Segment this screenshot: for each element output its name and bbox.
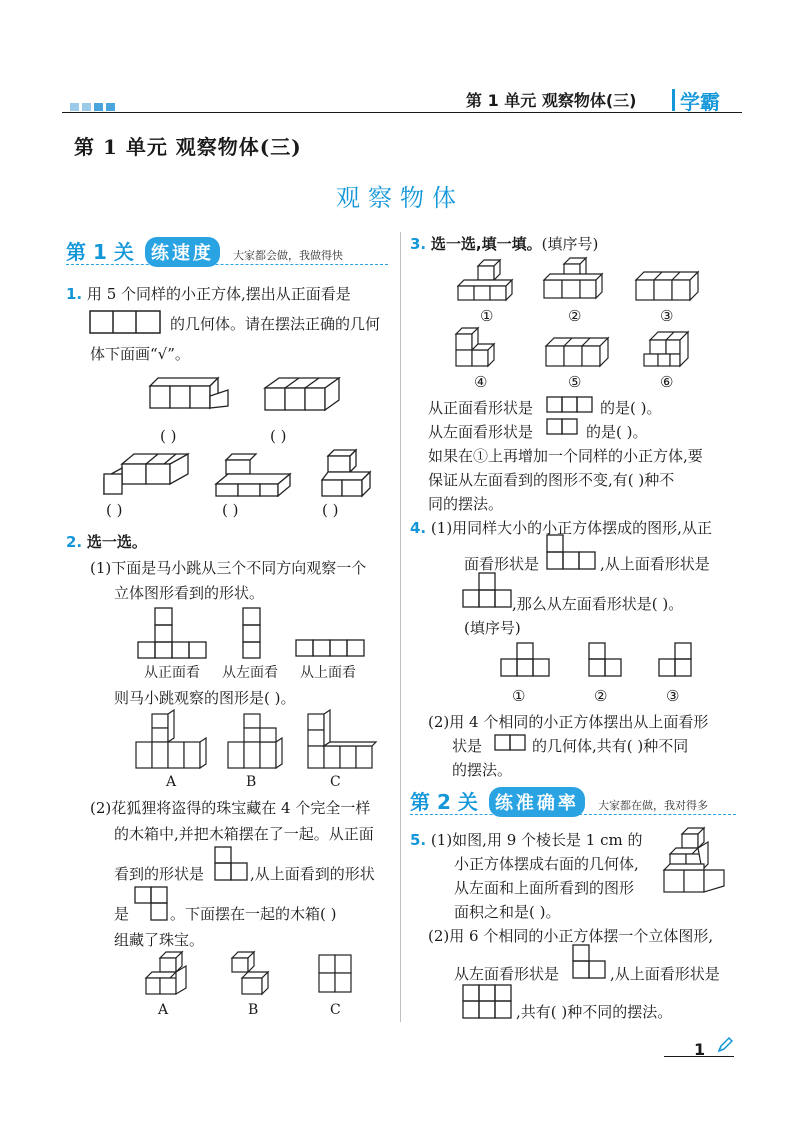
unit-title: 第 1 单元 观察物体(三) bbox=[74, 135, 302, 159]
q4-num-3: ③ bbox=[666, 687, 680, 705]
q1-option-figure-4 bbox=[216, 454, 306, 496]
q2-front-view bbox=[138, 608, 210, 658]
q3-line4: 保证从左面看到的图形不变,有( )种不 bbox=[428, 471, 675, 489]
q4-option-1 bbox=[500, 642, 552, 678]
q4-top-shape bbox=[462, 572, 514, 610]
q3-title: 3. 选一选,填一填。(填序号) bbox=[410, 235, 599, 253]
q5-line6a: 从左面看形状是 bbox=[454, 965, 560, 983]
q1-front-view-figure bbox=[90, 310, 162, 334]
q2-option-B-figure bbox=[224, 714, 294, 770]
q2-title: 2. 选一选。 bbox=[66, 533, 147, 551]
q5-line7: ,共有( )种不同的摆法。 bbox=[516, 1003, 673, 1021]
section-name: 练准确率 bbox=[489, 787, 585, 817]
section-2-header bbox=[410, 786, 708, 817]
q4-line2a: 面看形状是 bbox=[464, 555, 540, 573]
q4-line2b: ,从上面看形状是 bbox=[600, 555, 710, 573]
q2-p2-line1: (2)花狐狸将盗得的珠宝藏在 4 个完全一样 bbox=[90, 799, 371, 817]
q2-left-view bbox=[242, 608, 262, 658]
q3-line2a: 从左面看形状是 bbox=[428, 423, 534, 441]
q1-option-figure-2 bbox=[265, 378, 345, 414]
q3-line3: 如果在①上再增加一个同样的小正方体,要 bbox=[428, 447, 703, 465]
q2-p2-front-figure bbox=[214, 846, 248, 882]
q5-line1: 5. (1)如图,用 9 个棱长是 1 cm 的 bbox=[410, 831, 643, 849]
section-2-rule bbox=[410, 814, 736, 815]
q2-p2-option-B-figure bbox=[232, 952, 278, 996]
q4-num-2: ② bbox=[594, 687, 608, 705]
q2-view-label-top: 从上面看 bbox=[300, 665, 356, 681]
q2-option-C-figure bbox=[304, 710, 378, 770]
q4-line5a: 状是 bbox=[452, 737, 483, 755]
pencil-icon bbox=[716, 1036, 734, 1054]
q2-p2-option-C-figure bbox=[318, 954, 354, 994]
q5-left-shape bbox=[572, 944, 608, 980]
q5-top-shape bbox=[462, 984, 514, 1020]
q3-num-3: ③ bbox=[660, 307, 674, 325]
q4-num-1: ① bbox=[512, 687, 526, 705]
running-title: 第 1 单元 观察物体(三) bbox=[466, 91, 637, 110]
q3-front-shape bbox=[546, 396, 594, 414]
q4-line6: 的摆法。 bbox=[452, 761, 513, 779]
section-1-rule bbox=[66, 264, 388, 265]
q4-front-shape bbox=[546, 534, 598, 572]
q2-p1-line2: 立体图形看到的形状。 bbox=[114, 584, 265, 602]
brand-bar bbox=[672, 89, 675, 111]
q3-line1a: 从正面看形状是 bbox=[428, 399, 534, 417]
q1-answer-5[interactable]: ( ) bbox=[322, 501, 339, 519]
q5-line3: 从左面和上面所看到的图形 bbox=[454, 879, 635, 897]
brand-logo: 学霸 bbox=[680, 90, 720, 114]
q2-view-label-left: 从左面看 bbox=[222, 665, 278, 681]
q5-line5: (2)用 6 个相同的小正方体摆一个立体图形, bbox=[428, 927, 714, 945]
q1-option-figure-1 bbox=[150, 378, 230, 414]
q3-num-4: ④ bbox=[474, 373, 488, 391]
q1-answer-4[interactable]: ( ) bbox=[222, 501, 239, 519]
q3-figure-6 bbox=[644, 332, 694, 368]
q3-num-1: ① bbox=[480, 307, 494, 325]
section-gate: 第 2 关 bbox=[410, 790, 478, 814]
q2-p2-line4a: 是 bbox=[114, 905, 130, 923]
q2-option-A-label[interactable]: A bbox=[166, 774, 177, 790]
page-number: 1 bbox=[694, 1040, 706, 1059]
q4-line5b: 的几何体,共有( )种不同 bbox=[532, 737, 689, 755]
q3-figure-1 bbox=[458, 260, 520, 302]
q3-line1b: 的是( )。 bbox=[600, 399, 662, 417]
q3-left-shape bbox=[546, 418, 580, 436]
q3-figure-5 bbox=[546, 338, 610, 368]
q2-p2-line5: 组藏了珠宝。 bbox=[114, 931, 205, 949]
q5-line6b: ,从上面看形状是 bbox=[610, 965, 720, 983]
section-gate: 第 1 关 bbox=[66, 240, 134, 264]
q2-view-label-front: 从正面看 bbox=[144, 665, 200, 681]
q2-top-view bbox=[296, 640, 368, 658]
q3-num-6: ⑥ bbox=[660, 373, 674, 391]
header-rule bbox=[62, 112, 742, 113]
q1-line2: 的几何体。请在摆法正确的几何 bbox=[170, 315, 381, 333]
q1-option-figure-5 bbox=[322, 450, 382, 496]
q5-line4: 面积之和是( )。 bbox=[454, 903, 561, 921]
section-tag: 大家都在做，我对得多 bbox=[598, 799, 709, 812]
q4-option-3 bbox=[658, 642, 694, 678]
q2-p2-top-figure bbox=[134, 886, 168, 922]
main-title: 观察物体 bbox=[336, 184, 464, 212]
q1-line3: 体下面画“√”。 bbox=[90, 345, 190, 363]
q2-p1-line1: (1)下面是马小跳从三个不同方向观察一个 bbox=[90, 559, 367, 577]
q2-p2-line2: 的木箱中,并把木箱摆在了一起。从正面 bbox=[114, 825, 374, 843]
q1-option-figure-3 bbox=[104, 454, 194, 496]
q3-line2b: 的是( )。 bbox=[586, 423, 648, 441]
q2-p2-option-A-figure bbox=[146, 952, 192, 996]
q2-p2-option-C-label[interactable]: C bbox=[330, 1002, 341, 1018]
q2-p2-line3b: ,从上面看到的形状 bbox=[250, 865, 375, 883]
q4-line3: ,那么从左面看形状是( )。 bbox=[512, 595, 684, 613]
q5-line2: 小正方体摆成右面的几何体, bbox=[454, 855, 639, 873]
q4-line4: (2)用 4 个相同的小正方体摆出从上面看形 bbox=[428, 713, 709, 731]
q1-answer-1[interactable]: ( ) bbox=[160, 427, 177, 445]
q1-answer-2[interactable]: ( ) bbox=[270, 427, 287, 445]
q1-answer-3[interactable]: ( ) bbox=[106, 501, 123, 519]
section-name: 练速度 bbox=[145, 237, 220, 267]
q2-p1-line3: 则马小跳观察的图形是( )。 bbox=[114, 689, 296, 707]
q5-figure bbox=[664, 828, 728, 898]
q2-p2-line4b: 。下面摆在一起的木箱( ) bbox=[170, 905, 337, 923]
section-1-header bbox=[66, 236, 343, 267]
q2-option-B-label[interactable]: B bbox=[246, 774, 257, 790]
q2-option-C-label[interactable]: C bbox=[330, 774, 341, 790]
q2-p2-option-B-label[interactable]: B bbox=[248, 1002, 259, 1018]
q3-num-2: ② bbox=[568, 307, 582, 325]
q2-p2-line3a: 看到的形状是 bbox=[114, 865, 205, 883]
section-tag: 大家都会做，我做得快 bbox=[233, 249, 344, 262]
q3-num-5: ⑤ bbox=[568, 373, 582, 391]
q2-option-A-figure bbox=[132, 714, 210, 770]
q4-line1: 4. (1)用同样大小的小正方体摆成的图形,从正 bbox=[410, 519, 712, 537]
q4-option-2 bbox=[588, 642, 624, 678]
q1-line1: 1. 用 5 个同样的小正方体,摆出从正面看是 bbox=[66, 285, 351, 303]
q3-figure-3 bbox=[636, 272, 700, 302]
q4-top-shape-2 bbox=[494, 734, 528, 752]
q3-figure-4 bbox=[456, 328, 506, 368]
q2-p2-option-A-label[interactable]: A bbox=[158, 1002, 169, 1018]
column-divider bbox=[400, 232, 401, 1022]
q3-line5: 同的摆法。 bbox=[428, 495, 504, 513]
q4-hint: (填序号) bbox=[464, 619, 521, 637]
q3-figure-2 bbox=[544, 258, 606, 302]
